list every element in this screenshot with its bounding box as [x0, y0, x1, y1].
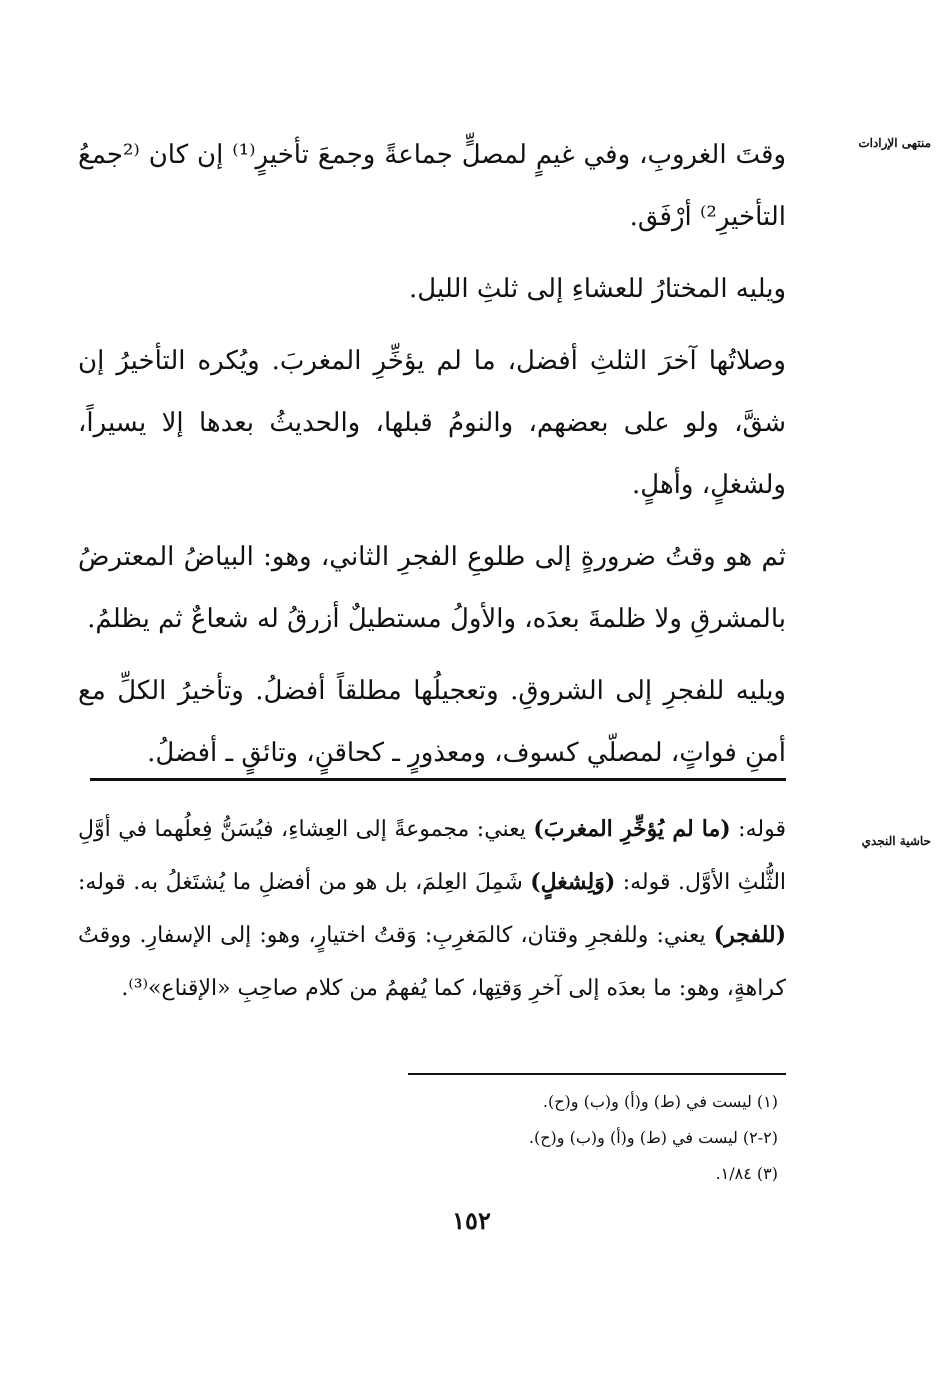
- main-paragraph: ويليه للفجرِ إلى الشروقِ. وتعجيلُها مطلقاً أفضلُ. وتأخيرُ الكلِّ مع أمنِ فواتٍ، لمصلّي كسوف، ومعذورٍ ـ كحاقنٍ، وتائقٍ ـ أفضلُ.: [78, 676, 786, 768]
- margin-label-main: منتهى الإرادات: [858, 136, 931, 150]
- footnotes: [78, 1084, 778, 1192]
- main-paragraph: وقتَ الغروبِ، وفي غيمٍ لمصلٍّ جماعةً وجمعَ تأخيرٍ⁽¹⁾ إن كان ⁽²جمعُ التأخيرِ²⁾ أرْفَق.: [78, 140, 787, 232]
- main-text: [78, 124, 786, 794]
- margin-label-hashiya: حاشية النجدي: [861, 834, 931, 848]
- footnote: (١) ليست في (ط) و(أ) و(ب) و(ح).: [542, 1092, 778, 1111]
- page-number: ١٥٢: [452, 1206, 491, 1235]
- hashiya-text: يعني: مجموعةً إلى العِشاءِ، فيُسَنُّ فِعلُهما في أوَّلِ الثُّلثِ الأوَّل. قوله:: [78, 817, 787, 895]
- hashiya-text: شَمِلَ العِلمَ، بل هو من أفضلِ ما يُشتَغلُ به. قوله:: [78, 870, 531, 895]
- main-paragraph: وصلاتُها آخرَ الثلثِ أفضل، ما لم يؤخِّرِ المغربَ. ويُكره التأخيرُ إن شقَّ، ولو على بعضهم، والنومُ قبلها، والحديثُ بعدها إلا يسيراً، ولشغلٍ، وأهلٍ.: [78, 346, 786, 500]
- hashiya-text: قوله:: [730, 817, 786, 842]
- footnote: (٢-٢) ليست في (ط) و(أ) و(ب) و(ح).: [528, 1128, 778, 1147]
- main-paragraph: ويليه المختارُ للعشاءِ إلى ثلثِ الليل.: [409, 274, 786, 304]
- hashiya-quote: (وَلِشغلٍ): [530, 869, 616, 895]
- main-divider: [90, 778, 786, 781]
- hashiya-quote: (ما لم يُؤخِّرِ المغربَ): [533, 816, 731, 842]
- hashiya-paragraph: [78, 803, 786, 1015]
- footnote: (٣) ١/٨٤.: [715, 1164, 778, 1183]
- footnote-rule: [408, 1073, 786, 1075]
- hashiya-commentary: [78, 803, 786, 1015]
- hashiya-quote: (للفجر): [713, 922, 786, 948]
- main-paragraph: ثم هو وقتُ ضرورةٍ إلى طلوعِ الفجرِ الثاني، وهو: البياضُ المعترضُ بالمشرقِ ولا ظلمةَ بعدَه، والأولُ مستطيلٌ أزرقُ له شعاعٌ ثم يظلمُ.: [78, 542, 786, 634]
- hashiya-text: يعني: وللفجرِ وقتان، كالمَغرِبِ: وَقتُ اختيارٍ، وهو: إلى الإسفارِ. ووقتُ كراهةٍ، وهو: ما بعدَه إلى آخرِ وَقتِها، كما يُفهمُ من كلام صاحِبِ «الإقناع»⁽³⁾.: [78, 923, 786, 1001]
